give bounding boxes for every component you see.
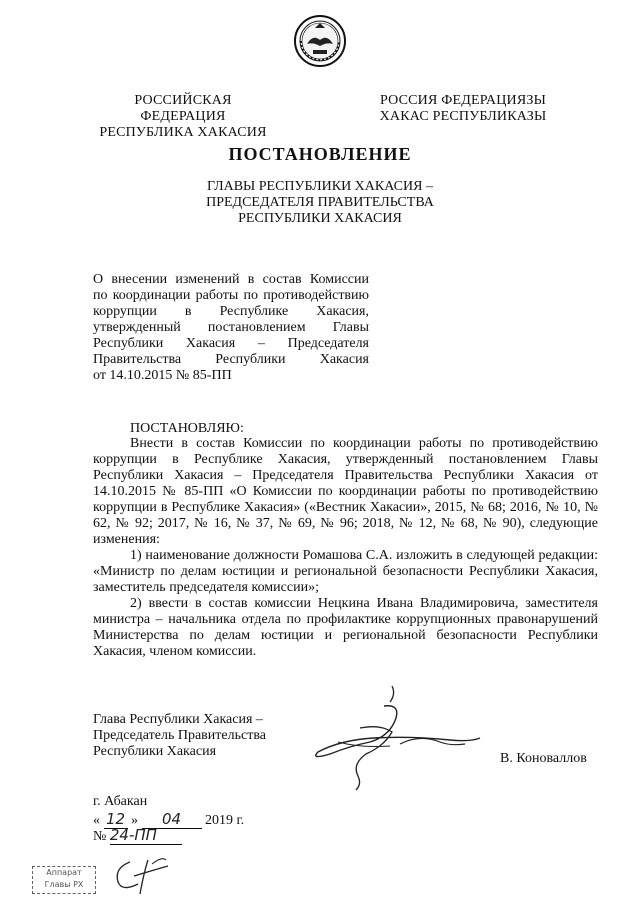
document-title: ПОСТАНОВЛЕНИЕ bbox=[228, 144, 412, 164]
body-paragraph-1: Внести в состав Комиссии по координации работы по противодействию коррупции в Республике Хакасия, утвержденный постановлением Главы Республики Хакасия – Председателя Правительства Республики Хакасия от 14.10.2015 № 85-ПП «О Комиссии по координации работы по противодействию коррупции в Республике Хакасия» («Вестник Хакасии», 2015, № 68; 2016, № 10, № 62, № 92; 2017, № 16, № 37, № 69, № 96; 2018, № 12, № 68, № 90), следующие изменения: bbox=[93, 436, 598, 547]
header-right-line1: РОССИЯ ФЕДЕРАЦИЯЗЫ bbox=[379, 93, 547, 108]
header-left-line1: РОССИЙСКАЯ ФЕДЕРАЦИЯ bbox=[134, 93, 232, 124]
subtitle-line1: ГЛАВЫ РЕСПУБЛИКИ ХАКАСИЯ – bbox=[207, 179, 433, 194]
header-right-line2: ХАКАС РЕСПУБЛИКАЗЫ bbox=[379, 109, 547, 124]
document-subject bbox=[93, 272, 369, 384]
document-subtitle bbox=[170, 179, 470, 227]
coat-of-arms-emblem bbox=[293, 14, 347, 68]
document-body bbox=[93, 436, 598, 660]
signature-position bbox=[93, 712, 293, 760]
date-day: 12 bbox=[104, 810, 128, 829]
subject-line1: О внесении изменений в состав Комиссии bbox=[93, 272, 369, 287]
subtitle-line2: ПРЕДСЕДАТЕЛЯ ПРАВИТЕЛЬСТВА bbox=[206, 195, 434, 210]
subject-line3: коррупции в Республике Хакасия, bbox=[93, 304, 369, 319]
header-left bbox=[93, 93, 273, 141]
subject-line2: по координации работы по противодействию bbox=[93, 288, 369, 303]
number-value: 24-ПП bbox=[110, 826, 182, 845]
subject-line6: Правительства Республики Хакасия bbox=[93, 352, 369, 367]
position-line1: Глава Республики Хакасия – bbox=[93, 712, 263, 727]
date-close-quote: » bbox=[131, 813, 138, 828]
position-line3: Республики Хакасия bbox=[93, 744, 217, 759]
signer-name: В. Коноваллов bbox=[500, 751, 587, 766]
header-right bbox=[378, 93, 548, 125]
resolve-heading: ПОСТАНОВЛЯЮ: bbox=[130, 421, 244, 436]
date-year: 2019 г. bbox=[205, 813, 245, 828]
date-month: 04 bbox=[142, 810, 202, 829]
header-left-line2: РЕСПУБЛИКА ХАКАСИЯ bbox=[99, 125, 267, 140]
subject-line4: утвержденный постановлением Главы bbox=[93, 320, 369, 335]
place-of-issue: г. Абакан bbox=[93, 794, 148, 809]
stamp-line2: Главы РХ bbox=[44, 880, 84, 889]
document-number bbox=[93, 826, 182, 845]
number-prefix: № bbox=[93, 829, 107, 844]
date-open-quote: « bbox=[93, 813, 100, 828]
body-paragraph-2: 1) наименование должности Ромашова С.А. изложить в следующей редакции: «Министр по делам юстиции и региональной безопасности Республики Хакасия, заместитель председателя комиссии»; bbox=[93, 548, 598, 595]
handwritten-signature bbox=[300, 684, 520, 794]
registry-stamp bbox=[32, 866, 96, 894]
subject-line7: от 14.10.2015 № 85-ПП bbox=[93, 368, 232, 383]
subtitle-line3: РЕСПУБЛИКИ ХАКАСИЯ bbox=[238, 211, 402, 226]
handwritten-initials bbox=[108, 852, 178, 897]
body-paragraph-3: 2) ввести в состав комиссии Нецкина Ивана Владимировича, заместителя министра – начальника отдела по профилактике коррупционных правонарушений Министерства по делам юстиции и региональной безопасности Республики Хакасия, членом комиссии. bbox=[93, 596, 598, 659]
stamp-line1: Аппарат bbox=[46, 868, 82, 877]
position-line2: Председатель Правительства bbox=[93, 728, 266, 743]
subject-line5: Республики Хакасия – Председателя bbox=[93, 336, 369, 351]
